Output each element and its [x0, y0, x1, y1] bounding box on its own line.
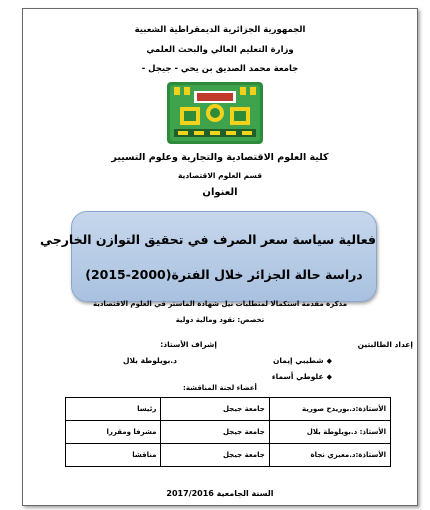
member-role: رئيسا: [66, 398, 161, 421]
academic-year: السنة الجامعية 2017/2016: [166, 489, 274, 498]
committee-table: [65, 397, 391, 467]
member-university: جامعة جيجل: [161, 421, 269, 444]
member-name: الأستاذة:د.معيزي نجاة: [269, 444, 390, 467]
document-page: [22, 8, 418, 506]
title-box: [40, 211, 377, 302]
supervisor-name: د.بويلوطة بلال: [122, 356, 177, 365]
memo-text: مذكرة مقدمة استكمالا لمتطلبات نيل شهادة الماستر في العلوم الاقتصادية: [92, 300, 348, 308]
ministry-heading: وزارة التعليم العالي والبحث العلمي: [146, 45, 294, 55]
department-heading: قسم العلوم الاقتصادية: [177, 171, 263, 180]
republic-heading: الجمهورية الجزائرية الديمقراطية الشعبية: [134, 25, 306, 35]
student-name-2: ◆ علوطي أسماء: [272, 372, 332, 381]
university-logo: [166, 81, 264, 145]
member-name: الأستاذ: د.بويلوطة بلال: [269, 421, 390, 444]
title-label: العنوان: [202, 187, 238, 198]
university-heading: جامعة محمد الصديق بن يحي - جيجل -: [141, 64, 299, 74]
member-university: جامعة جيجل: [161, 444, 269, 467]
committee-label: أعضاء لجنة المناقشة:: [183, 384, 257, 392]
students-label: إعداد الطالبتين: [357, 340, 413, 349]
member-role: مشرفا ومقررا: [66, 421, 161, 444]
supervisor-label: إشراف الأستاذ:: [160, 340, 217, 349]
title-line-2: دراسة حالة الجزائر خلال الفترة(2000-2015): [85, 267, 363, 282]
faculty-heading: كلية العلوم الاقتصادية والتجارية وعلوم التسيير: [111, 152, 329, 163]
specialty-text: تخصص: نقود ومالية دولية: [175, 316, 265, 324]
member-role: مناقشا: [66, 444, 161, 467]
table-row: [66, 398, 391, 421]
table-row: [66, 421, 391, 444]
title-line-1: فعالية سياسة سعر الصرف في تحقيق التوازن الخارجي: [40, 232, 376, 247]
member-name: الأستاذة:د.بوريدح صورية: [269, 398, 390, 421]
member-university: جامعة جيجل: [161, 398, 269, 421]
student-name-1: ◆ شطيبي إيمان: [273, 356, 332, 365]
table-row: [66, 444, 391, 467]
